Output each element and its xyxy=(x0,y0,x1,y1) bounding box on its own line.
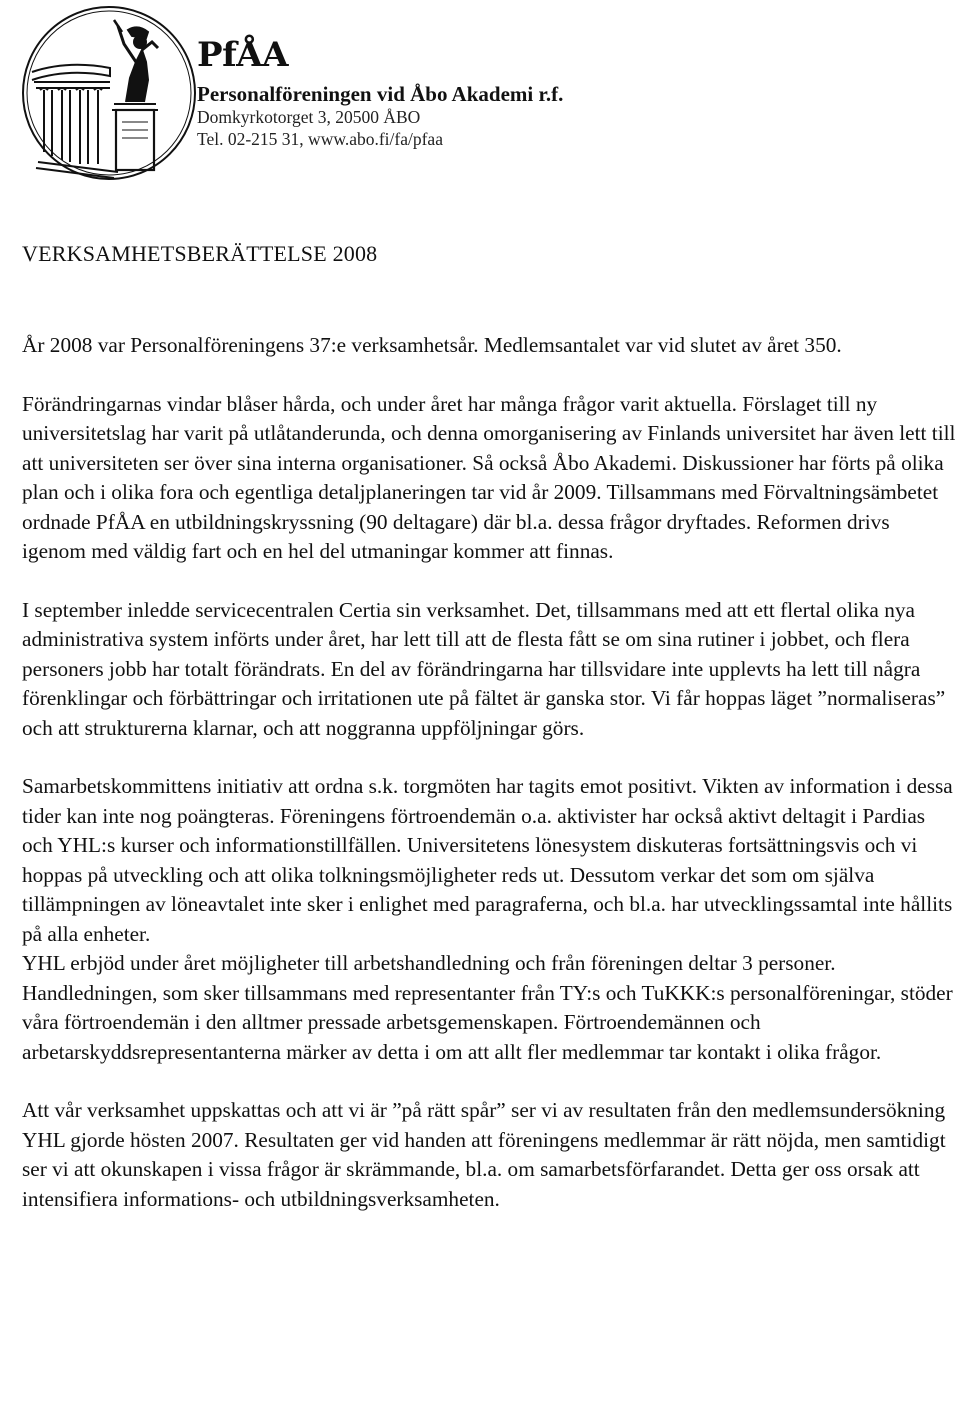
paragraph-reform: Förändringarnas vindar blåser hårda, och under året har många frågor varit aktuella. Förslaget till ny universitetslag har varit på utlåtanderunda, och denna omorganisering av Finlands universitet har även lett till att universiteten ser över sina interna organisationer. Så också Åbo Akademi. Diskussioner har förts på olika plan och i olika fora och egentliga detaljplaneringen tar vid år 2009. Tillsammans med Förvaltningsämbetet ordnade PfÅA en utbildningskryssning (90 deltagare) där bl.a. dessa frågor dryftades. Reformen drivs igenom med väldig fart och en hel del utmaningar kommer att finnas. xyxy=(22,391,956,563)
paragraph-cooperation: Samarbetskommittens initiativ att ordna s.k. torgmöten har tagits emot positivt. Vikten av information i dessa tider kan inte nog poängteras. Föreningens förtroendemän o.a. aktivister har också aktivt deltagit i Pardias och YHL:s kurser och informationstillfällen. Universitetens lönesystem diskuteras fortsättningsvis och vi hoppas på utveckling och att olika tolkningsmöjligheter reds ut. Dessutom verkar det som om själva tillämpningen av löneavtalet inte sker i enlighet med paragraferna, och bl.a. har utvecklingssamtal inte hållits på alla enheter. xyxy=(22,774,953,946)
paragraph-yhl-guidance: YHL erbjöd under året möjligheter till arbetshandledning och från föreningen deltar 3 personer. Handledningen, som sker tillsammans med representanter från TY:s och TuKKK:s personalföreningar, stöder våra förtroendemän i den alltmer pressade arbetsgemenskapen. Förtroendemännen och arbetarskyddsrepresentanterna märker av detta i om att allt fler medlemmar tar kontakt i olika frågor. xyxy=(22,951,953,1064)
report-title: VERKSAMHETSBERÄTTELSE 2008 xyxy=(22,241,378,266)
pfaa-logo xyxy=(18,2,200,184)
paragraph-survey: Att vår verksamhet uppskattas och att vi är ”på rätt spår” ser vi av resultaten från den medlemsundersökning YHL gjorde hösten 2007. Resultaten ger vid handen att föreningens medlemmar är rätt nöjda, men samtidigt ser vi att okunskapen i vissa frågor är skrämmande, bl.a. om samarbetsförfarandet. Detta ger oss orsak att intensifiera informations- och utbildningsverksamheten. xyxy=(22,1098,946,1211)
brand-name: PfÅA xyxy=(197,35,288,75)
paragraph-certia: I september inledde servicecentralen Certia sin verksamhet. Det, tillsammans med att ett flertal olika nya administrativa system införts under året, har lett till att de flesta fått se om sina rutiner i jobbet, och flera personers jobb har totalt förändrats. En del av förändringarna har tillsvidare inte upplevts ha lett till några förenklingar och förbättringar och irritationen ute på fältet är ganska stor. Vi får hoppas läget ”normaliseras” och att strukturerna klarnar, och att noggranna uppföljningar görs. xyxy=(22,597,946,740)
organization-address: Domkyrkotorget 3, 20500 ÅBO xyxy=(197,107,421,127)
organization-header xyxy=(197,36,563,150)
organization-contact: Tel. 02-215 31, www.abo.fi/fa/pfaa xyxy=(197,129,443,149)
paragraph-intro: År 2008 var Personalföreningens 37:e verksamhetsår. Medlemsantalet var vid slutet av året 350. xyxy=(22,333,842,357)
organization-name: Personalföreningen vid Åbo Akademi r.f. xyxy=(197,82,564,106)
report-body xyxy=(22,331,958,1214)
